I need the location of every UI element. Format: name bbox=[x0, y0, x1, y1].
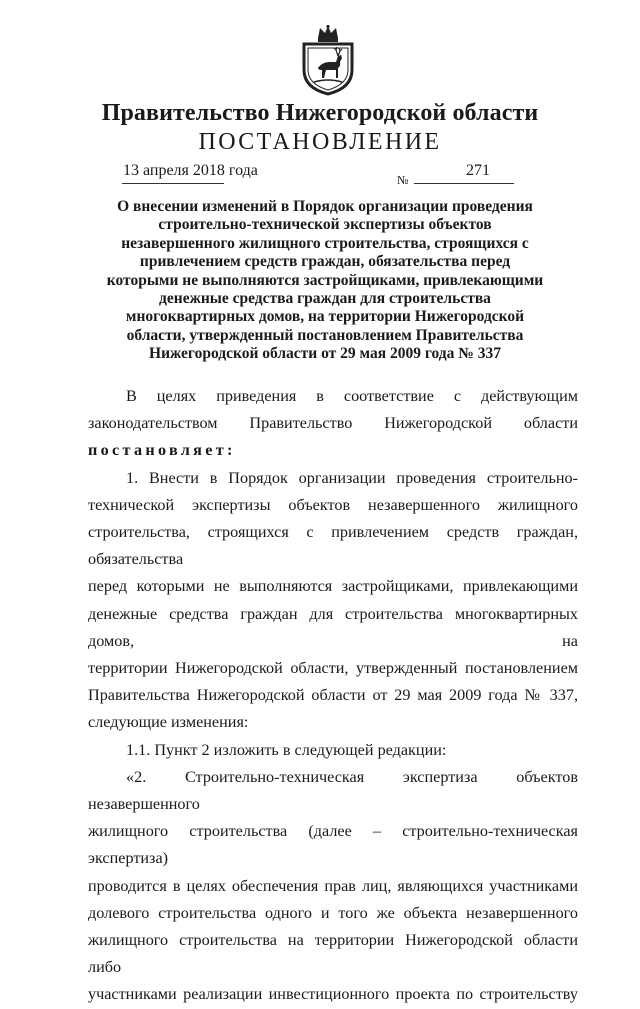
quote-line: «2. Строительно-техническая экспертиза объектов незавершенного bbox=[88, 767, 578, 814]
quote-line: проводится в целях обеспечения прав лиц, являющихся участниками bbox=[88, 876, 578, 895]
quote-line: жилищного строительства на территории Нижегородской области либо bbox=[88, 931, 578, 977]
item-1-line: 1. Внести в Порядок организации проведения строительно- bbox=[126, 468, 578, 487]
date-underline bbox=[122, 183, 224, 184]
title-line: Нижегородской области от 29 мая 2009 года № 337 bbox=[149, 345, 501, 363]
item-1-line: денежные средства граждан для строительства многоквартирных домов, на bbox=[88, 604, 578, 650]
item-1-line: перед которыми не выполняются застройщиками, привлекающими bbox=[88, 577, 578, 596]
coat-of-arms-icon bbox=[296, 24, 360, 96]
item-1-line: территории Нижегородской области, утвержденный постановлением bbox=[88, 659, 578, 678]
document-body bbox=[88, 383, 578, 1009]
quote-line: долевого строительства одного и того же объекта незавершенного bbox=[88, 903, 578, 922]
title-line: строительно-технической экспертизы объектов bbox=[158, 216, 492, 234]
title-line: О внесении изменений в Порядок организации проведения bbox=[117, 198, 533, 215]
quote-line: жилищного строительства (далее – строительно-техническая экспертиза) bbox=[88, 822, 578, 868]
title-line: которыми не выполняются застройщиками, привлекающими bbox=[106, 271, 544, 289]
preamble-line: В целях приведения в соответствие с действующим bbox=[126, 387, 578, 405]
document-title bbox=[100, 198, 550, 364]
item-1-line: строительства, строящихся с привлечением средств граждан, обязательства bbox=[88, 523, 578, 569]
document-date: 13 апреля 2018 года bbox=[123, 162, 258, 179]
preamble-line: законодательством Правительство Нижегородской области bbox=[88, 414, 578, 433]
item-1-1: 1.1. Пункт 2 изложить в следующей редакции: bbox=[126, 740, 447, 759]
organization-name: Правительство Нижегородской области bbox=[101, 100, 539, 126]
number-sign: № bbox=[397, 173, 409, 187]
quote-line: участниками реализации инвестиционного проекта по строительству bbox=[88, 985, 578, 1004]
document-kind: ПОСТАНОВЛЕНИЕ bbox=[198, 129, 442, 155]
title-line: многоквартирных домов, на территории Нижегородской bbox=[125, 308, 525, 326]
title-line: привлечением средств граждан, обязательства перед bbox=[139, 253, 511, 271]
title-line: области, утвержденный постановлением Правительства bbox=[126, 326, 524, 344]
item-1-line: Правительства Нижегородской области от 29 мая 2009 года № 337, bbox=[88, 686, 578, 705]
resolution-word: постановляет: bbox=[88, 441, 236, 460]
number-underline bbox=[414, 183, 514, 184]
item-1-line: технической экспертизы объектов незавершенного жилищного bbox=[88, 495, 578, 514]
title-line: незавершенного жилищного строительства, строящихся с bbox=[121, 234, 529, 252]
item-1-line: следующие изменения: bbox=[88, 713, 249, 732]
document-number: 271 bbox=[466, 162, 490, 179]
title-line: денежные средства граждан для строительства bbox=[159, 290, 491, 308]
